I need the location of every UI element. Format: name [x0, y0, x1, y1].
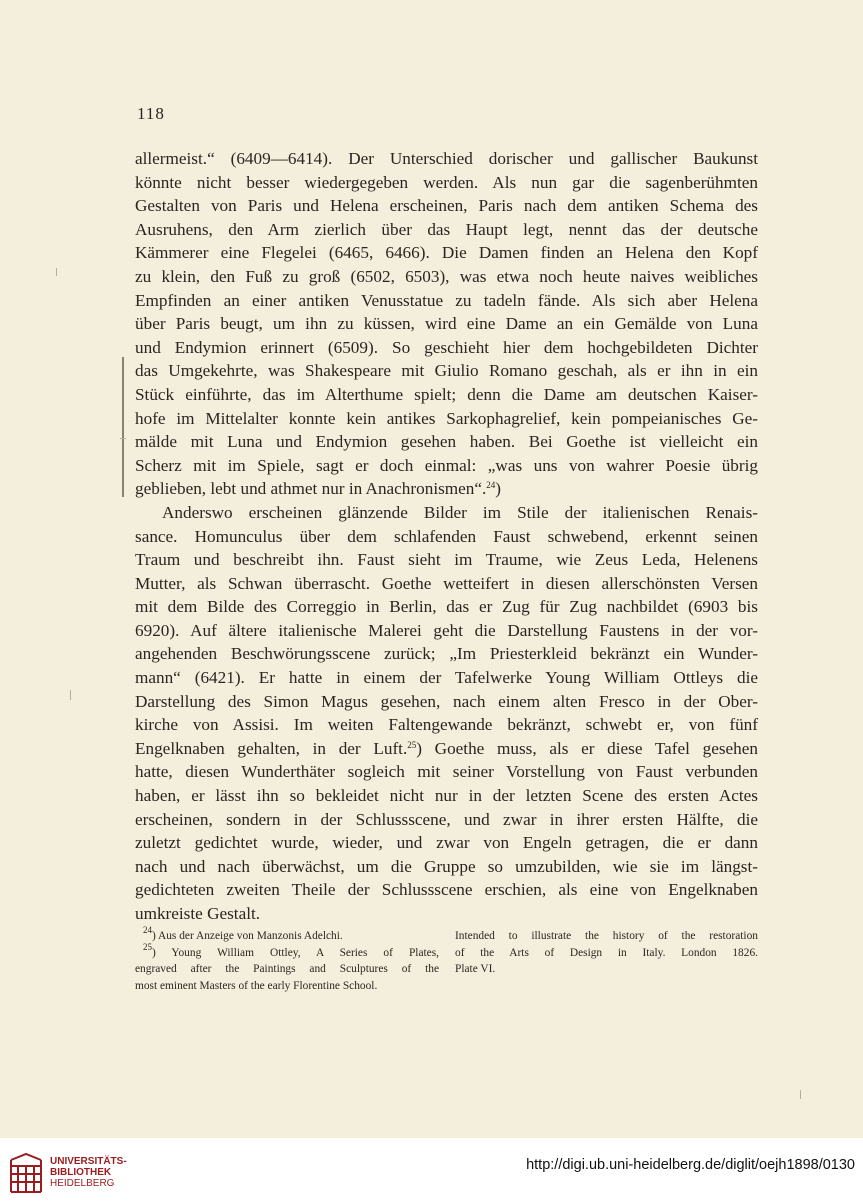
text-segment: ) Young William Ottley, A Series of Plates, — [152, 946, 439, 959]
text-segment: ) Aus der Anzeige von Manzonis Adelchi. — [152, 930, 343, 942]
scan-mark — [56, 268, 57, 276]
text-line — [135, 171, 758, 195]
library-name — [50, 1156, 127, 1189]
library-name-line2: BIBLIOTHEK — [50, 1167, 112, 1178]
text-line — [135, 218, 758, 242]
text-segment: sance. Homunculus über dem schlafenden Faust schwebend, erkennt seinen — [135, 526, 758, 546]
text-line — [135, 855, 758, 879]
footnote-ref: 25 — [143, 941, 152, 952]
text-line — [135, 572, 758, 596]
footnotes-right-column — [455, 928, 758, 978]
text-segment: Kämmerer eine Flegelei (6465, 6466). Die Damen finden an Helena den Kopf — [135, 243, 758, 263]
source-url[interactable]: http://digi.ub.uni-heidelberg.de/diglit/oejh1898/0130 — [526, 1157, 855, 1173]
text-line — [135, 760, 758, 784]
text-line — [135, 941, 439, 962]
text-line — [135, 690, 758, 714]
text-segment: of the Arts of Design in Italy. London 1826. — [455, 946, 758, 959]
text-segment: Ausruhens, den Arm zierlich über das Haupt legt, nennt das der deutsche — [135, 219, 758, 239]
text-line — [135, 808, 758, 832]
text-line — [135, 619, 758, 643]
margin-tick — [120, 438, 126, 439]
text-line — [135, 713, 758, 737]
text-segment: Darstellung des Simon Magus gesehen, nach einem alten Fresco in der Ober- — [135, 691, 758, 711]
text-segment: und Endymion erinnert (6509). So geschieht hier dem hochgebildeten Dichter — [135, 337, 758, 357]
text-segment: Scherz mit im Spiele, sagt er doch einmal: „was uns von wahrer Poesie übrig — [135, 455, 758, 475]
text-segment: nach und nach überwächst, um die Gruppe so umzubilden, wie sie im längst- — [135, 856, 758, 876]
text-segment: geblieben, lebt und athmet nur in Anachronismen“. — [135, 479, 487, 499]
text-line — [135, 194, 758, 218]
text-line — [135, 430, 758, 454]
text-segment: ) — [495, 479, 502, 499]
text-segment: Empfinden an einer antiken Venusstatue zu tadeln fände. Als sich aber Helena — [135, 290, 758, 310]
text-line — [135, 525, 758, 549]
text-segment: Stück einführte, das im Alterthume spielt; denn die Dame am deutschen Kaiser- — [135, 384, 758, 404]
text-segment: über Paris beugt, um ihn zu küssen, wird eine Dame an ein Gemälde von Luna — [135, 314, 758, 334]
text-segment: hofe im Mittelalter konnte kein antikes Sarkophagrelief, kein pompeianisches Ge- — [135, 408, 758, 428]
text-line — [135, 501, 758, 525]
text-line — [135, 642, 758, 666]
text-line — [455, 928, 758, 945]
text-segment: mälde mit Luna und Endymion gesehen haben. Bei Goethe ist vielleicht ein — [135, 432, 758, 452]
text-line — [135, 548, 758, 572]
text-segment: Plate VI. — [455, 963, 496, 976]
text-segment: kirche von Assisi. Im weiten Faltengewande bekränzt, schwebt er, von fünf — [135, 715, 758, 735]
text-segment: Traum und beschreibt ihn. Faust sieht im Traume, wie Zeus Leda, Helenens — [135, 550, 758, 570]
text-segment: Gestalten von Paris und Helena erscheinen, Paris nach dem antiken Schema des — [135, 196, 758, 216]
text-line — [135, 477, 758, 501]
text-line — [135, 289, 758, 313]
text-segment: gedichteten zweiten Theile der Schlussscene erschien, als eine von Engelknaben — [135, 880, 758, 900]
text-line — [135, 383, 758, 407]
text-line — [135, 241, 758, 265]
text-segment: zuletzt gedichtet wurde, wieder, und zwar von Engeln getragen, die er dann — [135, 833, 758, 853]
scan-mark — [70, 690, 71, 700]
text-line — [135, 878, 758, 902]
footnotes-left-column — [135, 925, 439, 994]
university-library-logo-icon — [8, 1152, 44, 1196]
text-segment: könnte nicht besser wiedergegeben werden. Als nun gar die sagenberühmten — [135, 172, 758, 192]
page-number: 118 — [137, 104, 165, 123]
text-line — [135, 595, 758, 619]
text-line — [135, 407, 758, 431]
text-segment: umkreiste Gestalt. — [135, 904, 261, 923]
text-segment: das Umgekehrte, was Shakespeare mit Giulio Romano geschah, als er ihn in ein — [135, 361, 758, 381]
text-line — [135, 454, 758, 478]
text-line — [135, 312, 758, 336]
text-segment: Engelknaben gehalten, in der Luft. — [135, 738, 408, 758]
text-segment: erscheinen, sondern in der Schlussscene, und zwar in ihrer ersten Hälfte, die — [135, 809, 758, 829]
text-segment: angehenden Beschwörungsscene zurück; „Im Priesterkleid bekränzt ein Wunder- — [135, 644, 758, 664]
library-name-line3: HEIDELBERG — [50, 1178, 115, 1189]
text-segment: Mutter, als Schwan überrascht. Goethe wetteifert in diesen allerschönsten Versen — [135, 573, 758, 593]
text-segment: allermeist.“ (6409—6414). Der Unterschied dorischer und gallischer Baukunst — [135, 149, 758, 168]
text-segment: ) Goethe muss, als er diese Tafel gesehen — [416, 738, 758, 758]
footnote-ref: 24 — [486, 480, 496, 491]
scan-mark — [800, 1090, 801, 1099]
text-line — [135, 831, 758, 855]
text-line — [135, 784, 758, 808]
text-segment: mann“ (6421). Er hatte in einem der Tafelwerke Young William Ottleys die — [135, 668, 758, 688]
text-line — [135, 737, 758, 761]
text-segment: engraved after the Paintings and Sculptures of the — [135, 963, 439, 976]
body-text — [135, 147, 758, 926]
text-segment: hatte, diesen Wunderthäter sogleich mit seiner Vorstellung von Faust verbunden — [135, 762, 758, 782]
text-line — [455, 961, 758, 978]
margin-mark — [122, 357, 124, 497]
text-segment: 6920). Auf ältere italienische Malerei geht die Darstellung Faustens in der vor- — [135, 620, 758, 640]
text-segment: zu klein, den Fuß zu groß (6502, 6503), was etwa noch heute naives weibliches — [135, 266, 758, 286]
text-line — [135, 265, 758, 289]
text-line — [135, 925, 439, 945]
text-segment: mit dem Bilde des Correggio in Berlin, das er Zug für Zug nachbildet (6903 bis — [135, 597, 758, 617]
text-line — [135, 978, 439, 995]
text-segment: haben, er lässt ihn so bekleidet nicht nur in der letzten Scene des ersten Actes — [135, 786, 758, 806]
text-line — [135, 147, 758, 171]
footnote-ref: 25 — [407, 739, 417, 750]
text-line — [135, 666, 758, 690]
text-segment: Anderswo erscheinen glänzende Bilder im Stile der italienischen Renais- — [162, 502, 758, 522]
text-segment: Intended to illustrate the history of the restoration — [455, 930, 758, 942]
library-name-line1: UNIVERSITÄTS- — [50, 1156, 127, 1167]
text-line — [135, 359, 758, 383]
text-segment: most eminent Masters of the early Florentine School. — [135, 979, 378, 992]
footnote-ref: 24 — [143, 925, 152, 935]
text-line — [135, 961, 439, 978]
text-line — [135, 336, 758, 360]
text-line — [135, 902, 758, 926]
text-line — [455, 945, 758, 962]
footer-bar — [0, 1138, 863, 1204]
